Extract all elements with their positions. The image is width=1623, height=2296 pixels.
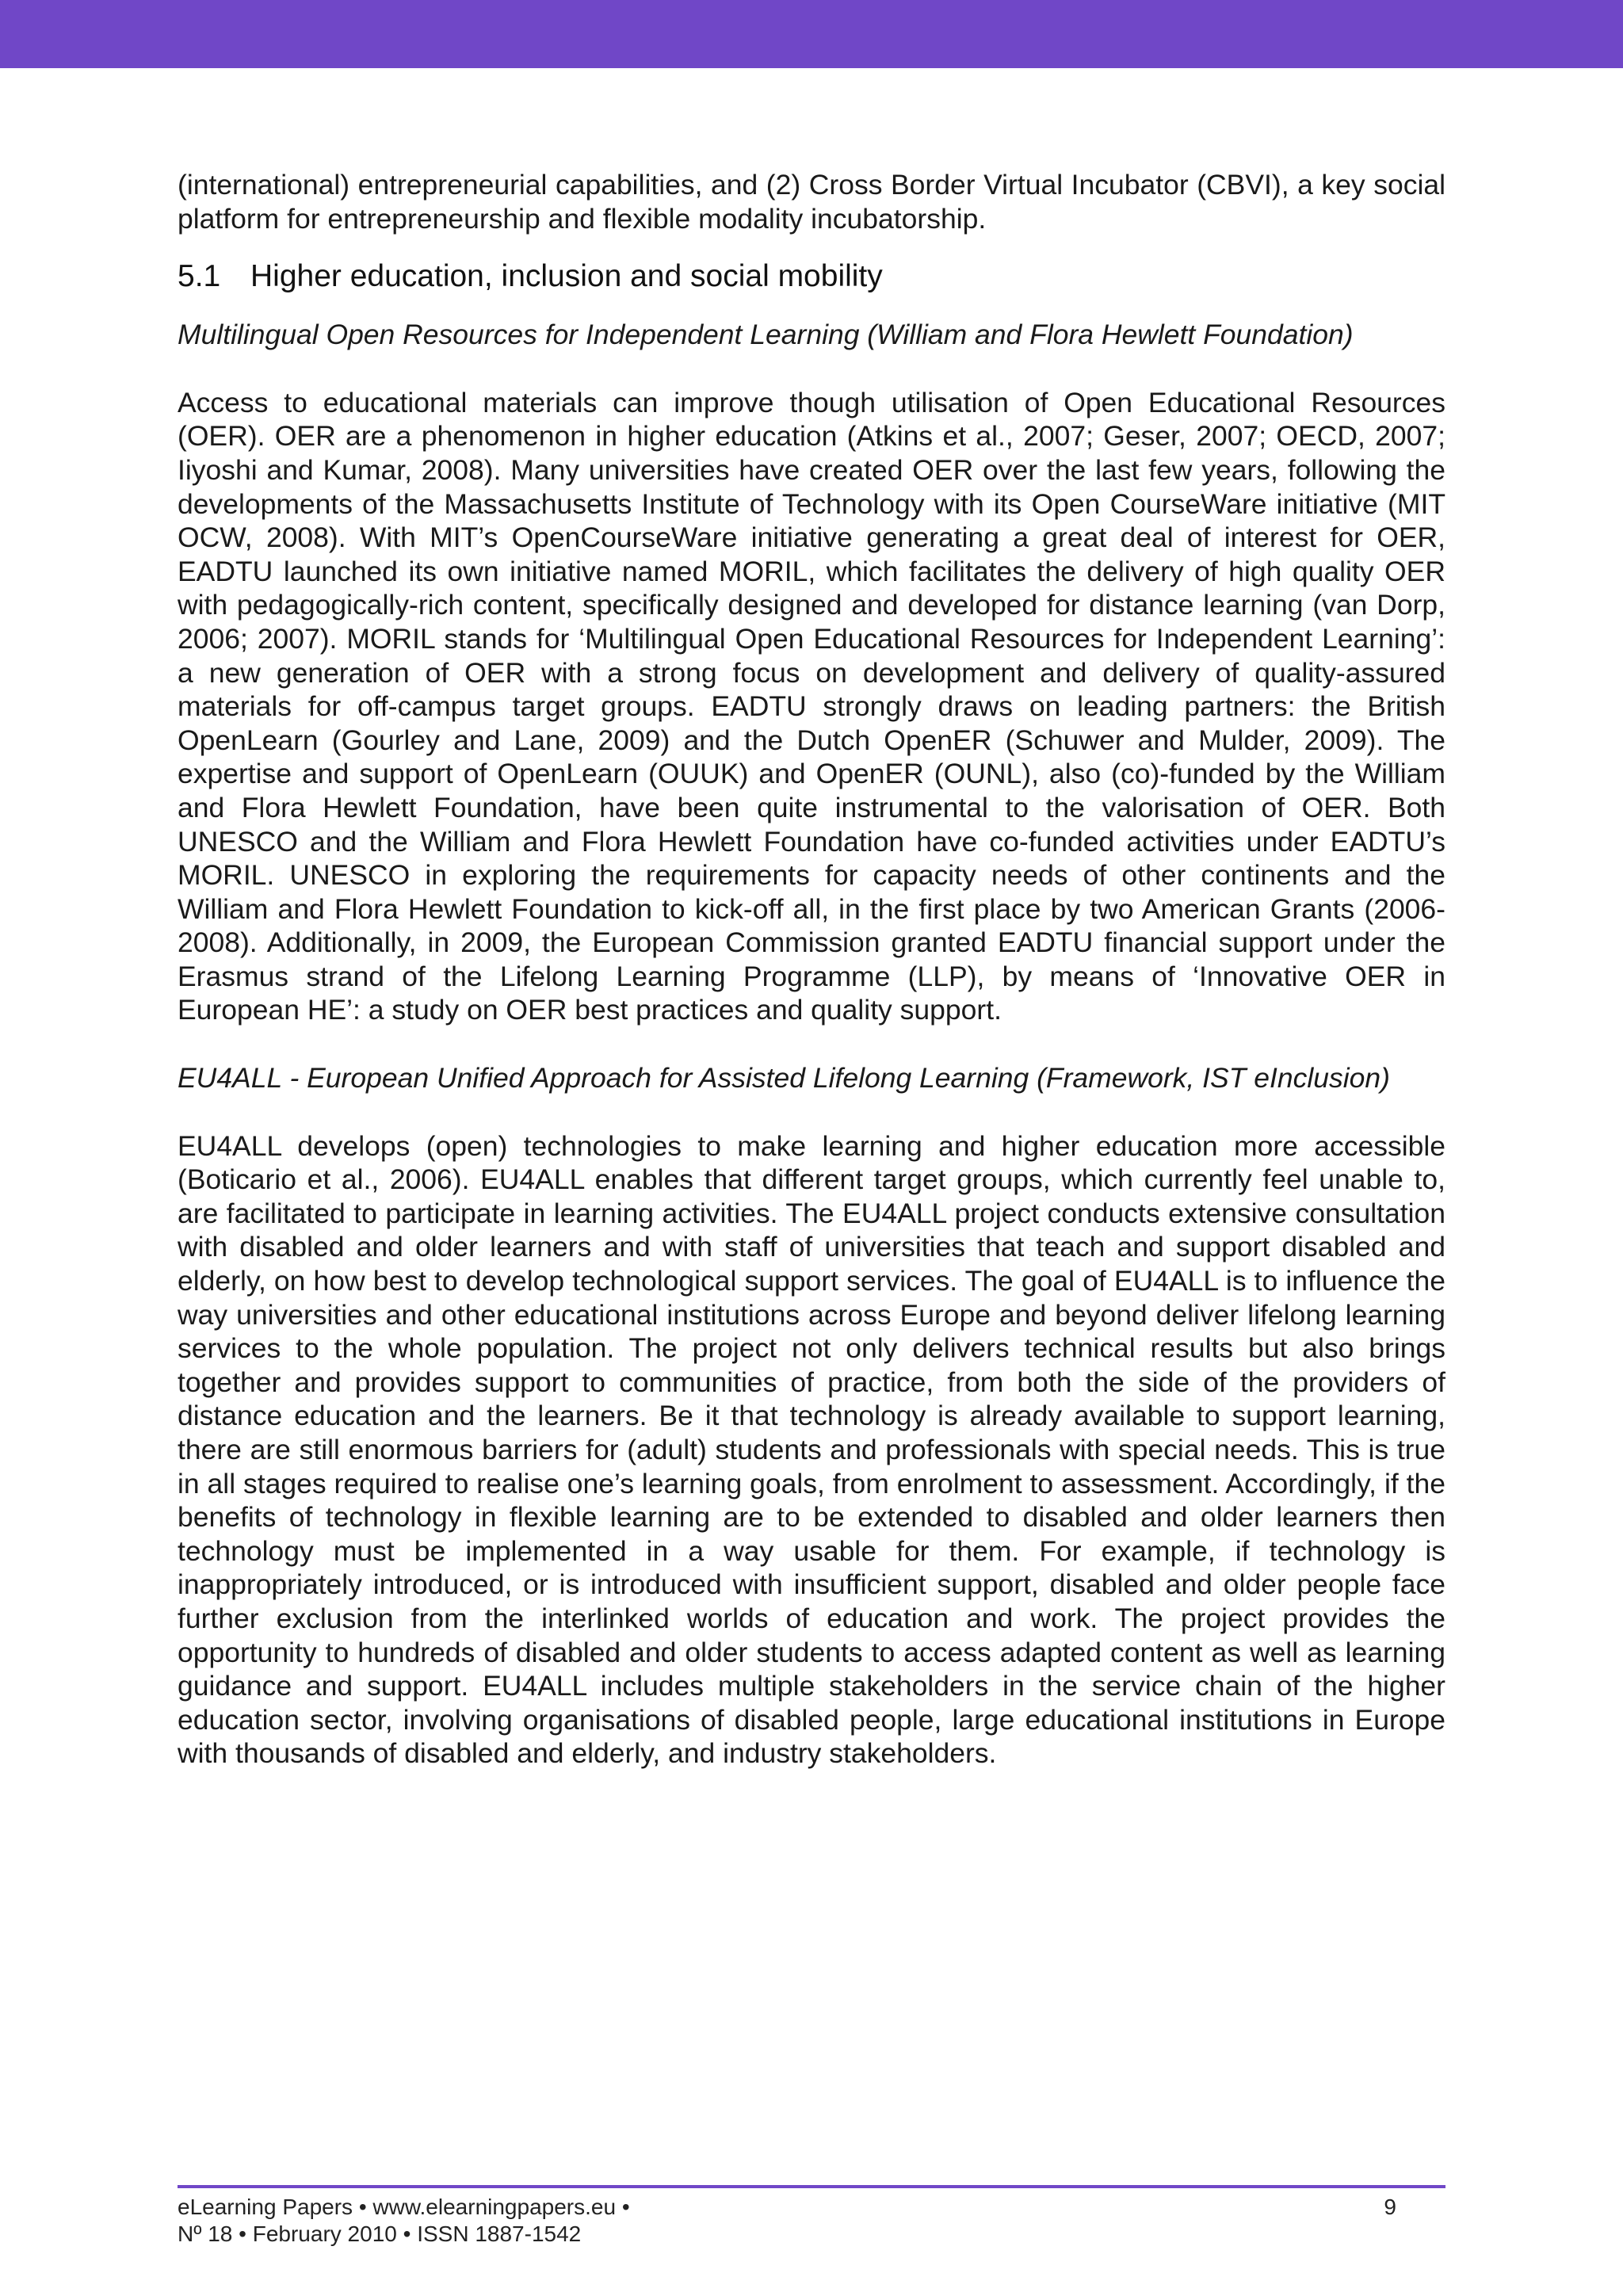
footer-rule <box>178 2185 1445 2188</box>
page-number: 9 <box>1384 2195 1396 2219</box>
footer <box>178 2194 1445 2248</box>
moril-paragraph: Access to educational materials can improve though utilisation of Open Educational Resources (OER). OER are a phenomenon in higher education (Atkins et al., 2007; Geser, 2007; OECD, 2007; Iiyoshi and Kumar, 2008). Many universities have created OER over the last few years, following the developments of the Massachusetts Institute of Technology with its Open CourseWare initiative (MIT OCW, 2008). With MIT’s OpenCourseWare initiative generating a great deal of interest for OER, EADTU launched its own initiative named MORIL, which facilitates the delivery of high quality OER with pedagogically-rich content, specifically designed and developed for distance learning (van Dorp, 2006; 2007). MORIL stands for ‘Multilingual Open Educational Resources for Independent Learning’: a new generation of OER with a strong focus on development and delivery of quality-assured materials for off-campus target groups. EADTU strongly draws on leading partners: the British OpenLearn (Gourley and Lane, 2009) and the Dutch OpenER (Schuwer and Mulder, 2009). The expertise and support of OpenLearn (OUUK) and OpenER (OUNL), also (co)-funded by the William and Flora Hewlett Foundation, have been quite instrumental to the valorisation of OER. Both UNESCO and the William and Flora Hewlett Foundation have co-funded activities under EADTU’s MORIL. UNESCO in exploring the requirements for capacity needs of other continents and the William and Flora Hewlett Foundation to kick-off all, in the first place by two American Grants (2006-2008). Additionally, in 2009, the European Commission granted EADTU financial support under the Erasmus strand of the Lifelong Learning Programme (LLP), by means of ‘Innovative OER in European HE’: a study on OER best practices and quality support. <box>178 386 1445 1026</box>
page-content <box>178 168 1445 1771</box>
eu4all-paragraph: EU4ALL develops (open) technologies to make learning and higher education more accessible (Boticario et al., 2006). EU4ALL enables that different target groups, which currently feel unable to, are facilitated to participate in learning activities. The EU4ALL project conducts extensive consultation with disabled and older learners and with staff of universities that teach and support disabled and elderly, on how best to develop technological support services. The goal of EU4ALL is to influence the way universities and other educational institutions across Europe and beyond deliver lifelong learning services to the whole population. The project not only delivers technical results but also brings together and provides support to communities of practice, from both the side of the providers of distance education and the learners. Be it that technology is already available to support learning, there are still enormous barriers for (adult) students and professionals with special needs. This is true in all stages required to realise one’s learning goals, from enrolment to assessment. Accordingly, if the benefits of technology in flexible learning are to be extended to disabled and older learners then technology must be implemented in a way usable for them. For example, if technology is inappropriately introduced, or is introduced with insufficient support, disabled and older people face further exclusion from the interlinked worlds of education and work. The project provides the opportunity to hundreds of disabled and older students to access adapted content as well as learning guidance and support. EU4ALL includes multiple stakeholders in the service chain of the higher education sector, involving organisations of disabled people, large educational institutions in Europe with thousands of disabled and elderly, and industry stakeholders. <box>178 1129 1445 1770</box>
footer-line-2: Nº 18 • February 2010 • ISSN 1887-1542 <box>178 2222 582 2246</box>
section-number: 5.1 <box>178 259 221 294</box>
section-title: Higher education, inclusion and social mobility <box>250 259 883 294</box>
section-heading <box>178 258 1445 296</box>
intro-paragraph: (international) entrepreneurial capabilities, and (2) Cross Border Virtual Incubator (CBVI), a key social platform for entrepreneurship and flexible modality incubatorship. <box>178 169 1445 235</box>
eu4all-heading: EU4ALL - European Unified Approach for Assisted Lifelong Learning (Framework, IST eInclusion) <box>178 1062 1390 1095</box>
moril-heading: Multilingual Open Resources for Independent Learning (William and Flora Hewlett Foundation) <box>178 319 1354 351</box>
header-bar <box>0 0 1623 68</box>
footer-line-1: eLearning Papers • www.elearningpapers.eu • <box>178 2195 630 2219</box>
